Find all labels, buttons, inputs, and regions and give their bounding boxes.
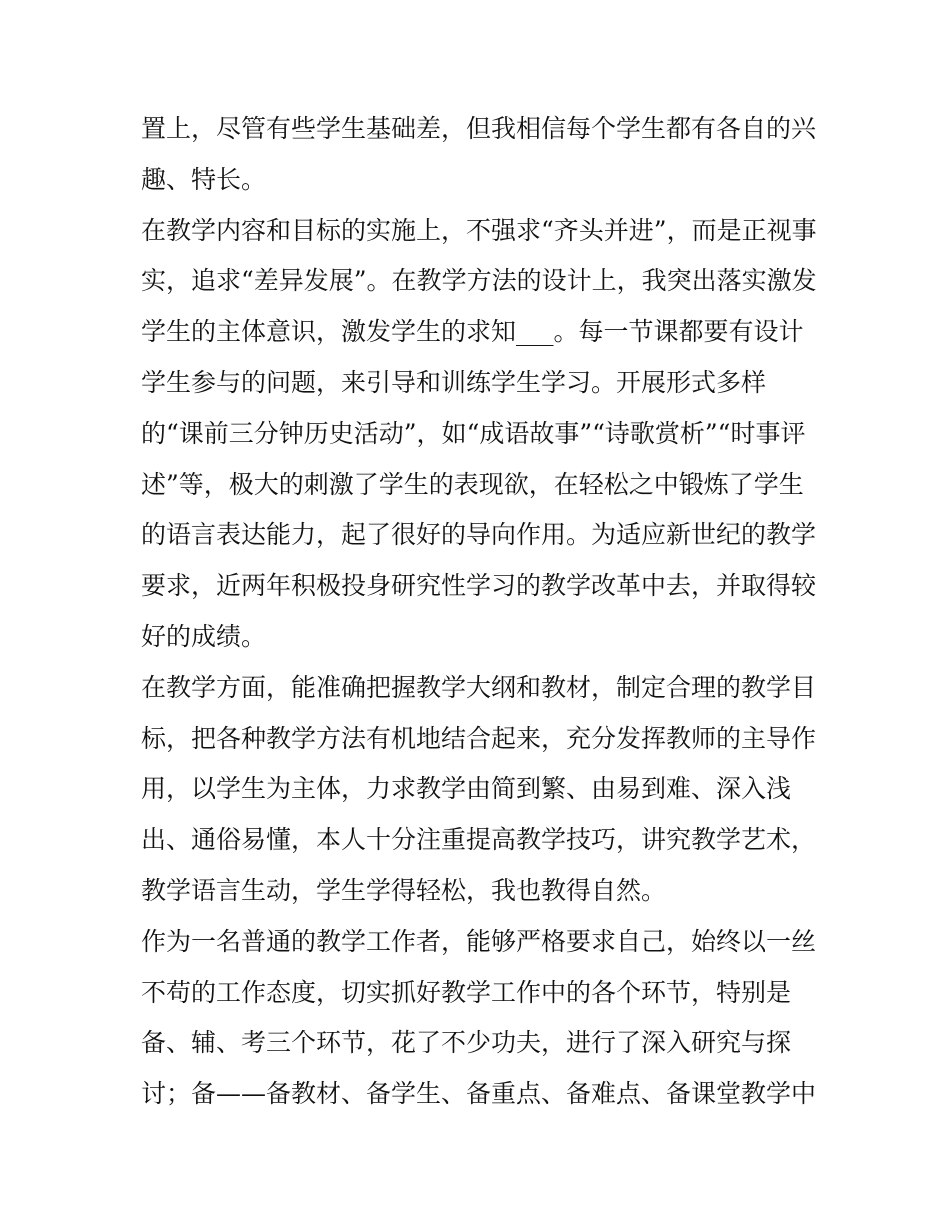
text-line: 的语言表达能力，起了很好的导向作用。为适应新世纪的教学 — [141, 520, 817, 550]
text-line: 备、辅、考三个环节，花了不少功夫，进行了深入研究与探 — [141, 1028, 792, 1058]
text-line: 出、通俗易懂，本人十分注重提高教学技巧，讲究教学艺术， — [141, 825, 817, 855]
text-line: 不苟的工作态度，切实抓好教学工作中的各个环节，特别是 — [141, 977, 792, 1007]
text-line: 教学语言生动，学生学得轻松，我也教得自然。 — [141, 875, 667, 905]
body-text — [141, 104, 821, 1120]
text-line: 实，追求“差异发展”。在教学方法的设计上，我突出落实激发 — [141, 266, 817, 296]
text-line: 在教学方面，能准确把握教学大纲和教材，制定合理的教学目 — [141, 672, 817, 702]
text-line: 置上，尽管有些学生基础差，但我相信每个学生都有各自的兴 — [141, 114, 817, 143]
text-line: 在教学内容和目标的实施上，不强求“齐头并进”，而是正视事 — [141, 215, 817, 245]
text-line: 趣、特长。 — [141, 164, 267, 194]
text-line: 讨；备——备教材、备学生、备重点、备难点、备课堂教学中 — [141, 1079, 817, 1109]
text-line: 标，把各种教学方法有机地结合起来，充分发挥教师的主导作 — [141, 723, 817, 753]
text-line: 要求，近两年积极投身研究性学习的教学改革中去，并取得较 — [141, 571, 817, 601]
text-line: 学生参与的问题，来引导和训练学生学习。开展形式多样 — [141, 367, 767, 397]
text-line: 学生的主体意识，激发学生的求知___。每一节课都要有设计 — [141, 317, 804, 347]
text-line: 作为一名普通的教学工作者，能够严格要求自己，始终以一丝 — [141, 926, 817, 956]
text-line: 述”等，极大的刺激了学生的表现欲，在轻松之中锻炼了学生 — [141, 469, 804, 499]
text-line: 用，以学生为主体，力求教学由简到繁、由易到难、深入浅 — [141, 774, 792, 804]
text-line: 好的成绩。 — [141, 621, 267, 651]
text-line: 的“课前三分钟历史活动”，如“成语故事”“诗歌赏析”“时事评 — [141, 418, 806, 448]
